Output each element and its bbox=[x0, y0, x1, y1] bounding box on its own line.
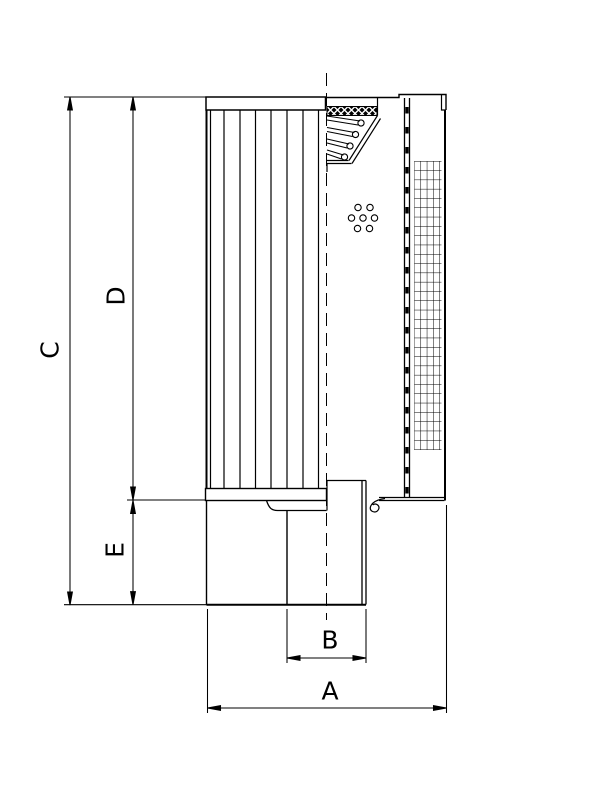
arrowhead bbox=[353, 656, 366, 661]
core-slots bbox=[405, 107, 408, 494]
arrowhead bbox=[287, 656, 300, 661]
pleat-lines bbox=[211, 110, 319, 489]
bottom-end-cap bbox=[206, 489, 327, 501]
arrowhead bbox=[131, 501, 136, 514]
arrowhead bbox=[131, 487, 136, 500]
dim-label-c: C bbox=[35, 341, 65, 359]
dim-label-e: E bbox=[100, 542, 130, 558]
arrowhead bbox=[68, 592, 73, 605]
dimension-labels bbox=[36, 286, 339, 705]
dimension-d bbox=[127, 97, 205, 500]
cup-right-wall bbox=[362, 481, 366, 605]
arrowhead bbox=[208, 706, 221, 711]
dim-label-d: D bbox=[101, 286, 131, 306]
support-mesh bbox=[414, 161, 441, 450]
core-tube-walls bbox=[405, 98, 410, 497]
top-end-cap bbox=[206, 97, 326, 110]
bypass-holes bbox=[348, 204, 377, 231]
arrowhead bbox=[434, 706, 447, 711]
filter-element-part bbox=[206, 73, 447, 620]
dimension-c bbox=[64, 97, 207, 605]
arrowhead bbox=[131, 592, 136, 605]
arrowhead bbox=[68, 97, 73, 110]
gasket-seal-band bbox=[327, 107, 377, 116]
flange-rim bbox=[379, 498, 445, 501]
dim-label-a: A bbox=[321, 676, 339, 706]
cup-inner-seat bbox=[327, 481, 362, 511]
dim-label-b: B bbox=[321, 625, 339, 655]
arrowhead bbox=[131, 97, 136, 110]
end-cap-cone-edge bbox=[349, 116, 381, 164]
dimension-e bbox=[131, 500, 136, 605]
spring-seat bbox=[327, 161, 352, 173]
port-fillet bbox=[267, 501, 327, 511]
